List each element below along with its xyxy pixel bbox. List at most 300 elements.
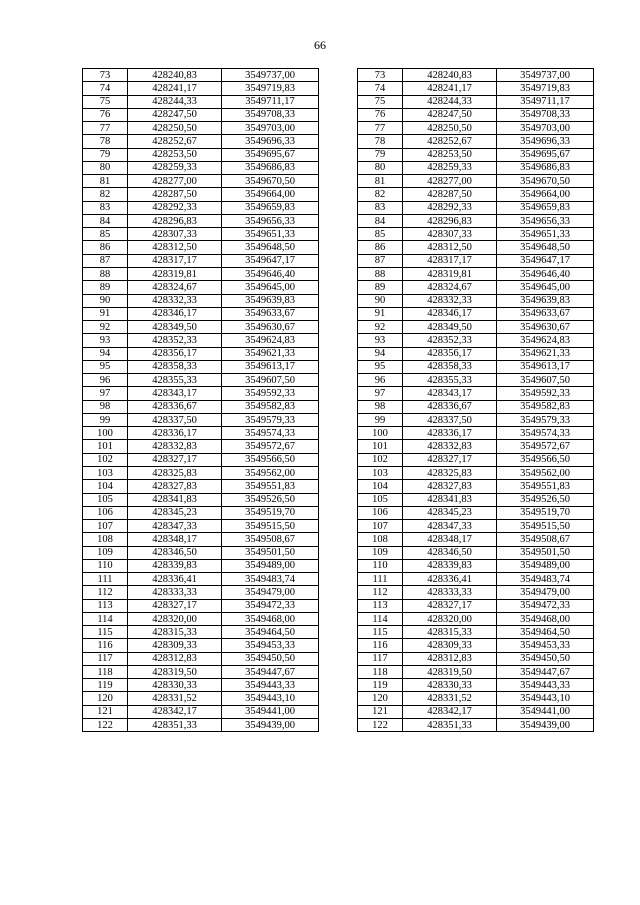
- right-point-number-cell: 79: [358, 148, 403, 161]
- left-point-number-cell: 75: [83, 95, 128, 108]
- right-point-number-cell: 107: [358, 520, 403, 533]
- table-row: [83, 652, 594, 665]
- table-row: [83, 374, 594, 387]
- right-y-coordinate-cell: 3549519,70: [497, 506, 594, 519]
- table-row: [83, 69, 594, 82]
- table-row: [83, 360, 594, 373]
- table-row: [83, 413, 594, 426]
- column-gap: [319, 161, 358, 174]
- right-y-coordinate-cell: 3549443,10: [497, 692, 594, 705]
- left-x-coordinate-cell: 428339,83: [128, 559, 222, 572]
- left-x-coordinate-cell: 428240,83: [128, 69, 222, 82]
- left-x-coordinate-cell: 428349,50: [128, 321, 222, 334]
- left-x-coordinate-cell: 428320,00: [128, 612, 222, 625]
- left-x-coordinate-cell: 428319,50: [128, 665, 222, 678]
- right-y-coordinate-cell: 3549453,33: [497, 639, 594, 652]
- right-y-coordinate-cell: 3549651,33: [497, 228, 594, 241]
- right-y-coordinate-cell: 3549479,00: [497, 586, 594, 599]
- right-point-number-cell: 81: [358, 175, 403, 188]
- left-point-number-cell: 113: [83, 599, 128, 612]
- right-point-number-cell: 91: [358, 307, 403, 320]
- left-y-coordinate-cell: 3549526,50: [222, 493, 319, 506]
- table-row: [83, 254, 594, 267]
- table-row: [83, 559, 594, 572]
- column-gap: [319, 599, 358, 612]
- right-x-coordinate-cell: 428309,33: [403, 639, 497, 652]
- left-point-number-cell: 120: [83, 692, 128, 705]
- left-point-number-cell: 114: [83, 612, 128, 625]
- left-y-coordinate-cell: 3549639,83: [222, 294, 319, 307]
- left-point-number-cell: 105: [83, 493, 128, 506]
- left-y-coordinate-cell: 3549582,83: [222, 400, 319, 413]
- left-y-coordinate-cell: 3549633,67: [222, 307, 319, 320]
- left-x-coordinate-cell: 428346,17: [128, 307, 222, 320]
- column-gap: [319, 374, 358, 387]
- right-y-coordinate-cell: 3549607,50: [497, 374, 594, 387]
- left-point-number-cell: 100: [83, 427, 128, 440]
- left-point-number-cell: 107: [83, 520, 128, 533]
- left-point-number-cell: 98: [83, 400, 128, 413]
- right-point-number-cell: 103: [358, 466, 403, 479]
- right-x-coordinate-cell: 428346,50: [403, 546, 497, 559]
- left-point-number-cell: 109: [83, 546, 128, 559]
- right-x-coordinate-cell: 428292,33: [403, 201, 497, 214]
- right-y-coordinate-cell: 3549526,50: [497, 493, 594, 506]
- right-point-number-cell: 118: [358, 665, 403, 678]
- right-point-number-cell: 94: [358, 347, 403, 360]
- right-point-number-cell: 84: [358, 214, 403, 227]
- table-row: [83, 493, 594, 506]
- left-point-number-cell: 73: [83, 69, 128, 82]
- right-point-number-cell: 76: [358, 108, 403, 121]
- column-gap: [319, 573, 358, 586]
- left-x-coordinate-cell: 428336,41: [128, 573, 222, 586]
- column-gap: [319, 533, 358, 546]
- right-point-number-cell: 114: [358, 612, 403, 625]
- left-x-coordinate-cell: 428332,33: [128, 294, 222, 307]
- table-row: [83, 228, 594, 241]
- left-point-number-cell: 83: [83, 201, 128, 214]
- column-gap: [319, 466, 358, 479]
- right-x-coordinate-cell: 428327,17: [403, 599, 497, 612]
- left-point-number-cell: 102: [83, 453, 128, 466]
- table-row: [83, 122, 594, 135]
- right-x-coordinate-cell: 428244,33: [403, 95, 497, 108]
- left-x-coordinate-cell: 428296,83: [128, 214, 222, 227]
- table-row: [83, 387, 594, 400]
- right-point-number-cell: 93: [358, 334, 403, 347]
- left-point-number-cell: 117: [83, 652, 128, 665]
- right-point-number-cell: 83: [358, 201, 403, 214]
- left-x-coordinate-cell: 428244,33: [128, 95, 222, 108]
- right-y-coordinate-cell: 3549566,50: [497, 453, 594, 466]
- right-y-coordinate-cell: 3549551,83: [497, 480, 594, 493]
- right-x-coordinate-cell: 428345,23: [403, 506, 497, 519]
- column-gap: [319, 719, 358, 732]
- right-point-number-cell: 121: [358, 705, 403, 718]
- right-x-coordinate-cell: 428319,50: [403, 665, 497, 678]
- column-gap: [319, 652, 358, 665]
- right-point-number-cell: 74: [358, 82, 403, 95]
- right-y-coordinate-cell: 3549639,83: [497, 294, 594, 307]
- right-y-coordinate-cell: 3549633,67: [497, 307, 594, 320]
- right-x-coordinate-cell: 428346,17: [403, 307, 497, 320]
- right-point-number-cell: 78: [358, 135, 403, 148]
- column-gap: [319, 321, 358, 334]
- right-y-coordinate-cell: 3549630,67: [497, 321, 594, 334]
- right-point-number-cell: 96: [358, 374, 403, 387]
- left-x-coordinate-cell: 428356,17: [128, 347, 222, 360]
- table-row: [83, 692, 594, 705]
- right-y-coordinate-cell: 3549447,67: [497, 665, 594, 678]
- left-point-number-cell: 74: [83, 82, 128, 95]
- right-point-number-cell: 116: [358, 639, 403, 652]
- column-gap: [319, 493, 358, 506]
- column-gap: [319, 692, 358, 705]
- table-row: [83, 148, 594, 161]
- left-point-number-cell: 78: [83, 135, 128, 148]
- left-point-number-cell: 97: [83, 387, 128, 400]
- left-x-coordinate-cell: 428312,50: [128, 241, 222, 254]
- column-gap: [319, 639, 358, 652]
- left-x-coordinate-cell: 428337,50: [128, 413, 222, 426]
- table-row: [83, 321, 594, 334]
- right-point-number-cell: 73: [358, 69, 403, 82]
- right-point-number-cell: 109: [358, 546, 403, 559]
- left-point-number-cell: 104: [83, 480, 128, 493]
- left-point-number-cell: 108: [83, 533, 128, 546]
- table-row: [83, 546, 594, 559]
- table-row: [83, 95, 594, 108]
- column-gap: [319, 175, 358, 188]
- left-x-coordinate-cell: 428241,17: [128, 82, 222, 95]
- left-point-number-cell: 103: [83, 466, 128, 479]
- left-point-number-cell: 87: [83, 254, 128, 267]
- right-point-number-cell: 92: [358, 321, 403, 334]
- table-row: [83, 82, 594, 95]
- right-x-coordinate-cell: 428342,17: [403, 705, 497, 718]
- left-point-number-cell: 85: [83, 228, 128, 241]
- left-x-coordinate-cell: 428309,33: [128, 639, 222, 652]
- left-point-number-cell: 90: [83, 294, 128, 307]
- right-y-coordinate-cell: 3549439,00: [497, 719, 594, 732]
- right-y-coordinate-cell: 3549443,33: [497, 679, 594, 692]
- column-gap: [319, 413, 358, 426]
- right-x-coordinate-cell: 428247,50: [403, 108, 497, 121]
- left-point-number-cell: 101: [83, 440, 128, 453]
- table-row: [83, 533, 594, 546]
- column-gap: [319, 520, 358, 533]
- left-point-number-cell: 91: [83, 307, 128, 320]
- left-y-coordinate-cell: 3549670,50: [222, 175, 319, 188]
- table-row: [83, 201, 594, 214]
- left-y-coordinate-cell: 3549719,83: [222, 82, 319, 95]
- right-y-coordinate-cell: 3549719,83: [497, 82, 594, 95]
- right-y-coordinate-cell: 3549441,00: [497, 705, 594, 718]
- left-point-number-cell: 95: [83, 360, 128, 373]
- left-point-number-cell: 116: [83, 639, 128, 652]
- right-y-coordinate-cell: 3549648,50: [497, 241, 594, 254]
- right-point-number-cell: 105: [358, 493, 403, 506]
- table-row: [83, 506, 594, 519]
- right-y-coordinate-cell: 3549624,83: [497, 334, 594, 347]
- table-row: [83, 161, 594, 174]
- left-y-coordinate-cell: 3549453,33: [222, 639, 319, 652]
- right-y-coordinate-cell: 3549574,33: [497, 427, 594, 440]
- left-point-number-cell: 88: [83, 267, 128, 280]
- column-gap: [319, 188, 358, 201]
- left-x-coordinate-cell: 428342,17: [128, 705, 222, 718]
- right-point-number-cell: 100: [358, 427, 403, 440]
- right-x-coordinate-cell: 428352,33: [403, 334, 497, 347]
- right-x-coordinate-cell: 428336,41: [403, 573, 497, 586]
- left-point-number-cell: 77: [83, 122, 128, 135]
- left-y-coordinate-cell: 3549695,67: [222, 148, 319, 161]
- table-row: [83, 665, 594, 678]
- right-x-coordinate-cell: 428296,83: [403, 214, 497, 227]
- right-point-number-cell: 85: [358, 228, 403, 241]
- left-y-coordinate-cell: 3549624,83: [222, 334, 319, 347]
- left-y-coordinate-cell: 3549515,50: [222, 520, 319, 533]
- left-x-coordinate-cell: 428253,50: [128, 148, 222, 161]
- table-row: [83, 281, 594, 294]
- left-x-coordinate-cell: 428348,17: [128, 533, 222, 546]
- left-y-coordinate-cell: 3549659,83: [222, 201, 319, 214]
- table-row: [83, 639, 594, 652]
- left-y-coordinate-cell: 3549646,40: [222, 267, 319, 280]
- right-x-coordinate-cell: 428356,17: [403, 347, 497, 360]
- right-point-number-cell: 119: [358, 679, 403, 692]
- right-point-number-cell: 77: [358, 122, 403, 135]
- right-y-coordinate-cell: 3549670,50: [497, 175, 594, 188]
- table-row: [83, 679, 594, 692]
- left-point-number-cell: 122: [83, 719, 128, 732]
- column-gap: [319, 665, 358, 678]
- right-point-number-cell: 95: [358, 360, 403, 373]
- right-y-coordinate-cell: 3549489,00: [497, 559, 594, 572]
- right-x-coordinate-cell: 428259,33: [403, 161, 497, 174]
- left-x-coordinate-cell: 428324,67: [128, 281, 222, 294]
- right-y-coordinate-cell: 3549656,33: [497, 214, 594, 227]
- column-gap: [319, 201, 358, 214]
- left-x-coordinate-cell: 428330,33: [128, 679, 222, 692]
- table-row: [83, 135, 594, 148]
- column-gap: [319, 586, 358, 599]
- right-y-coordinate-cell: 3549621,33: [497, 347, 594, 360]
- left-x-coordinate-cell: 428277,00: [128, 175, 222, 188]
- left-point-number-cell: 94: [83, 347, 128, 360]
- left-y-coordinate-cell: 3549579,33: [222, 413, 319, 426]
- right-x-coordinate-cell: 428240,83: [403, 69, 497, 82]
- table-row: [83, 294, 594, 307]
- right-y-coordinate-cell: 3549468,00: [497, 612, 594, 625]
- right-x-coordinate-cell: 428349,50: [403, 321, 497, 334]
- left-y-coordinate-cell: 3549443,33: [222, 679, 319, 692]
- left-y-coordinate-cell: 3549711,17: [222, 95, 319, 108]
- left-y-coordinate-cell: 3549648,50: [222, 241, 319, 254]
- right-x-coordinate-cell: 428277,00: [403, 175, 497, 188]
- left-y-coordinate-cell: 3549651,33: [222, 228, 319, 241]
- right-y-coordinate-cell: 3549613,17: [497, 360, 594, 373]
- left-point-number-cell: 81: [83, 175, 128, 188]
- left-point-number-cell: 111: [83, 573, 128, 586]
- left-y-coordinate-cell: 3549572,67: [222, 440, 319, 453]
- right-point-number-cell: 111: [358, 573, 403, 586]
- left-y-coordinate-cell: 3549443,10: [222, 692, 319, 705]
- table-row: [83, 214, 594, 227]
- column-gap: [319, 453, 358, 466]
- left-point-number-cell: 110: [83, 559, 128, 572]
- left-y-coordinate-cell: 3549708,33: [222, 108, 319, 121]
- right-y-coordinate-cell: 3549472,33: [497, 599, 594, 612]
- left-y-coordinate-cell: 3549479,00: [222, 586, 319, 599]
- column-gap: [319, 69, 358, 82]
- left-y-coordinate-cell: 3549703,00: [222, 122, 319, 135]
- table-row: [83, 108, 594, 121]
- right-x-coordinate-cell: 428319,81: [403, 267, 497, 280]
- left-y-coordinate-cell: 3549447,67: [222, 665, 319, 678]
- left-point-number-cell: 112: [83, 586, 128, 599]
- left-x-coordinate-cell: 428345,23: [128, 506, 222, 519]
- table-row: [83, 400, 594, 413]
- left-x-coordinate-cell: 428336,67: [128, 400, 222, 413]
- left-x-coordinate-cell: 428315,33: [128, 626, 222, 639]
- right-x-coordinate-cell: 428343,17: [403, 387, 497, 400]
- left-x-coordinate-cell: 428312,83: [128, 652, 222, 665]
- right-y-coordinate-cell: 3549703,00: [497, 122, 594, 135]
- right-y-coordinate-cell: 3549647,17: [497, 254, 594, 267]
- left-y-coordinate-cell: 3549439,00: [222, 719, 319, 732]
- right-point-number-cell: 115: [358, 626, 403, 639]
- left-y-coordinate-cell: 3549737,00: [222, 69, 319, 82]
- right-point-number-cell: 88: [358, 267, 403, 280]
- table-row: [83, 267, 594, 280]
- left-y-coordinate-cell: 3549562,00: [222, 466, 319, 479]
- right-x-coordinate-cell: 428324,67: [403, 281, 497, 294]
- right-y-coordinate-cell: 3549483,74: [497, 573, 594, 586]
- right-y-coordinate-cell: 3549464,50: [497, 626, 594, 639]
- column-gap: [319, 679, 358, 692]
- right-y-coordinate-cell: 3549562,00: [497, 466, 594, 479]
- right-x-coordinate-cell: 428252,67: [403, 135, 497, 148]
- right-point-number-cell: 87: [358, 254, 403, 267]
- left-point-number-cell: 99: [83, 413, 128, 426]
- left-y-coordinate-cell: 3549464,50: [222, 626, 319, 639]
- right-point-number-cell: 113: [358, 599, 403, 612]
- left-y-coordinate-cell: 3549656,33: [222, 214, 319, 227]
- right-y-coordinate-cell: 3549696,33: [497, 135, 594, 148]
- right-x-coordinate-cell: 428358,33: [403, 360, 497, 373]
- right-x-coordinate-cell: 428307,33: [403, 228, 497, 241]
- table-row: [83, 612, 594, 625]
- column-gap: [319, 214, 358, 227]
- right-point-number-cell: 90: [358, 294, 403, 307]
- left-x-coordinate-cell: 428327,17: [128, 599, 222, 612]
- table-row: [83, 719, 594, 732]
- left-y-coordinate-cell: 3549468,00: [222, 612, 319, 625]
- right-x-coordinate-cell: 428337,50: [403, 413, 497, 426]
- right-y-coordinate-cell: 3549695,67: [497, 148, 594, 161]
- column-gap: [319, 108, 358, 121]
- table-row: [83, 573, 594, 586]
- left-x-coordinate-cell: 428252,67: [128, 135, 222, 148]
- left-point-number-cell: 96: [83, 374, 128, 387]
- left-y-coordinate-cell: 3549472,33: [222, 599, 319, 612]
- right-y-coordinate-cell: 3549737,00: [497, 69, 594, 82]
- right-x-coordinate-cell: 428327,83: [403, 480, 497, 493]
- table-row: [83, 626, 594, 639]
- right-y-coordinate-cell: 3549686,83: [497, 161, 594, 174]
- table-row: [83, 427, 594, 440]
- right-y-coordinate-cell: 3549579,33: [497, 413, 594, 426]
- right-point-number-cell: 104: [358, 480, 403, 493]
- right-point-number-cell: 101: [358, 440, 403, 453]
- left-x-coordinate-cell: 428287,50: [128, 188, 222, 201]
- left-x-coordinate-cell: 428307,33: [128, 228, 222, 241]
- table-row: [83, 334, 594, 347]
- left-y-coordinate-cell: 3549450,50: [222, 652, 319, 665]
- table-row: [83, 440, 594, 453]
- table-row: [83, 480, 594, 493]
- right-point-number-cell: 102: [358, 453, 403, 466]
- right-y-coordinate-cell: 3549708,33: [497, 108, 594, 121]
- right-point-number-cell: 99: [358, 413, 403, 426]
- left-y-coordinate-cell: 3549592,33: [222, 387, 319, 400]
- right-y-coordinate-cell: 3549711,17: [497, 95, 594, 108]
- left-y-coordinate-cell: 3549647,17: [222, 254, 319, 267]
- left-point-number-cell: 84: [83, 214, 128, 227]
- right-x-coordinate-cell: 428351,33: [403, 719, 497, 732]
- column-gap: [319, 427, 358, 440]
- left-x-coordinate-cell: 428346,50: [128, 546, 222, 559]
- right-point-number-cell: 120: [358, 692, 403, 705]
- column-gap: [319, 267, 358, 280]
- left-point-number-cell: 119: [83, 679, 128, 692]
- right-x-coordinate-cell: 428325,83: [403, 466, 497, 479]
- left-x-coordinate-cell: 428327,17: [128, 453, 222, 466]
- right-x-coordinate-cell: 428339,83: [403, 559, 497, 572]
- right-x-coordinate-cell: 428355,33: [403, 374, 497, 387]
- left-y-coordinate-cell: 3549566,50: [222, 453, 319, 466]
- column-gap: [319, 546, 358, 559]
- left-point-number-cell: 76: [83, 108, 128, 121]
- page-number: 66: [314, 38, 326, 52]
- right-y-coordinate-cell: 3549582,83: [497, 400, 594, 413]
- column-gap: [319, 294, 358, 307]
- column-gap: [319, 334, 358, 347]
- column-gap: [319, 241, 358, 254]
- right-point-number-cell: 110: [358, 559, 403, 572]
- left-point-number-cell: 89: [83, 281, 128, 294]
- column-gap: [319, 612, 358, 625]
- table-row: [83, 586, 594, 599]
- table-row: [83, 347, 594, 360]
- left-point-number-cell: 79: [83, 148, 128, 161]
- column-gap: [319, 254, 358, 267]
- left-x-coordinate-cell: 428355,33: [128, 374, 222, 387]
- column-gap: [319, 122, 358, 135]
- right-point-number-cell: 82: [358, 188, 403, 201]
- right-x-coordinate-cell: 428330,33: [403, 679, 497, 692]
- column-gap: [319, 626, 358, 639]
- left-x-coordinate-cell: 428358,33: [128, 360, 222, 373]
- right-point-number-cell: 98: [358, 400, 403, 413]
- right-y-coordinate-cell: 3549664,00: [497, 188, 594, 201]
- column-gap: [319, 82, 358, 95]
- left-x-coordinate-cell: 428250,50: [128, 122, 222, 135]
- left-x-coordinate-cell: 428319,81: [128, 267, 222, 280]
- left-y-coordinate-cell: 3549489,00: [222, 559, 319, 572]
